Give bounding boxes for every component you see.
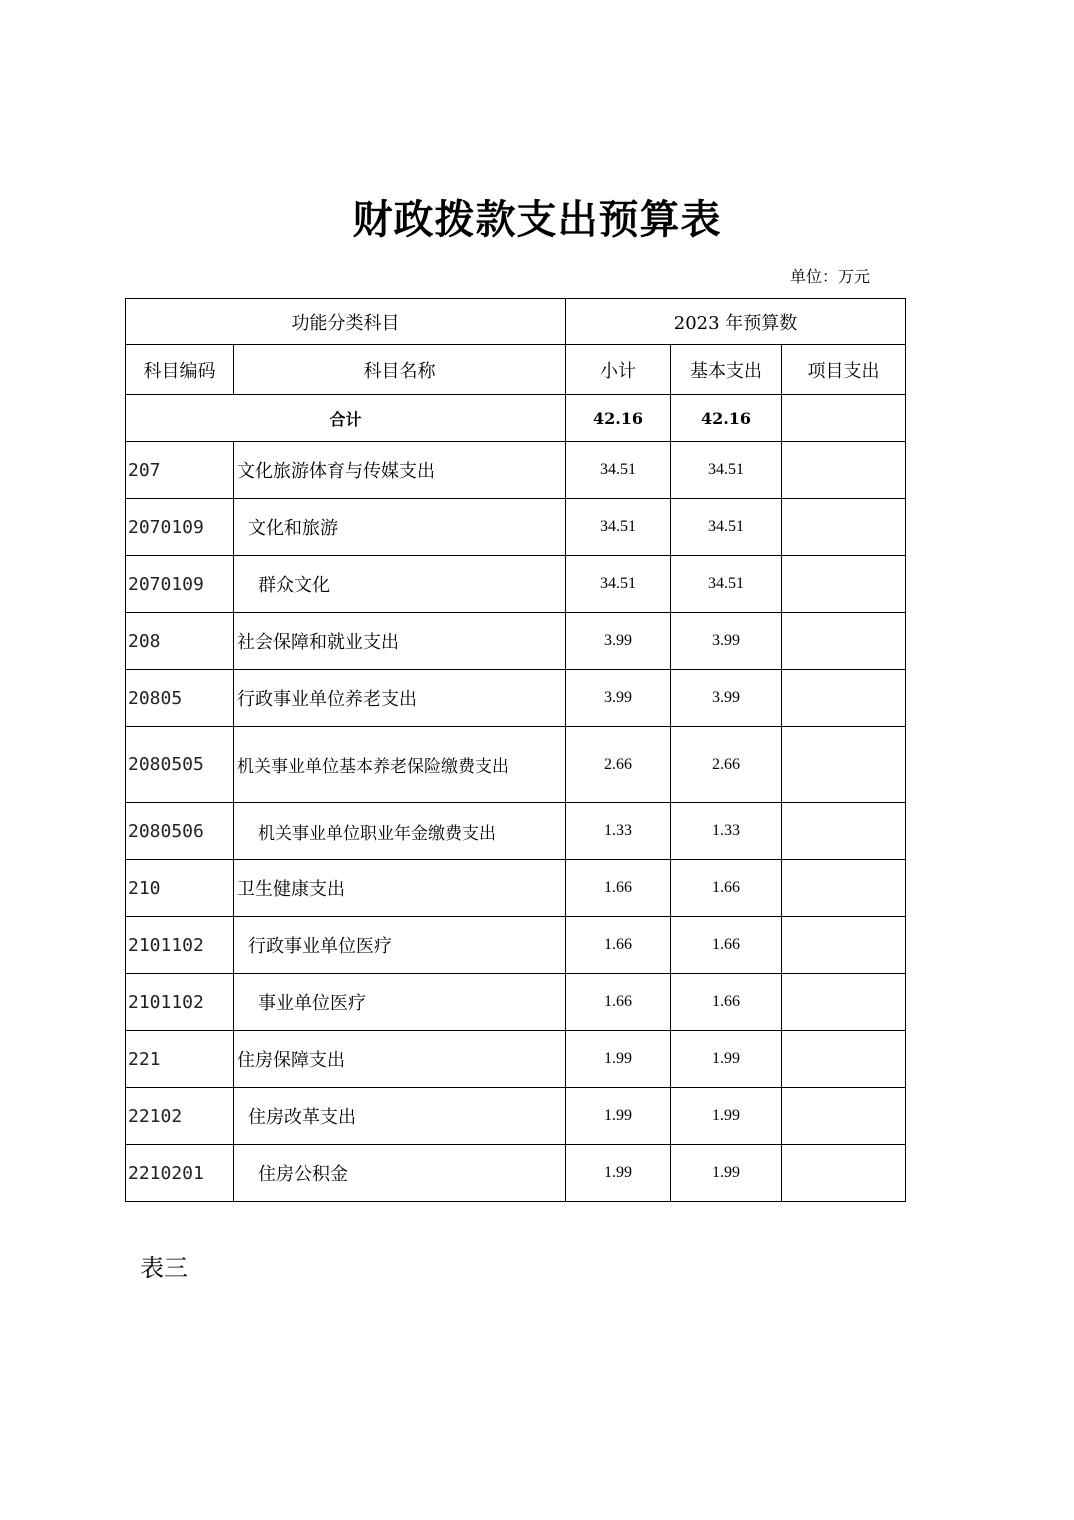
table-row — [126, 803, 906, 860]
row-code: 2210201 — [126, 1145, 234, 1202]
row-project — [782, 613, 906, 670]
page-title: 财政拨款支出预算表 — [352, 196, 722, 243]
unit-label: 单位：万元 — [790, 267, 871, 286]
row-project — [782, 1088, 906, 1145]
row-project — [782, 499, 906, 556]
table-row — [126, 1088, 906, 1145]
row-name: 行政事业单位医疗 — [234, 917, 566, 974]
row-project — [782, 860, 906, 917]
row-name: 行政事业单位养老支出 — [234, 670, 566, 727]
row-subtotal: 1.99 — [566, 1031, 671, 1088]
row-basic: 1.99 — [671, 1031, 782, 1088]
row-name: 卫生健康支出 — [234, 860, 566, 917]
row-code: 2101102 — [126, 974, 234, 1031]
row-project — [782, 974, 906, 1031]
row-name: 群众文化 — [234, 556, 566, 613]
table-row — [126, 860, 906, 917]
row-code: 20805 — [126, 670, 234, 727]
total-row — [126, 395, 906, 442]
total-project — [782, 395, 906, 442]
row-name: 社会保障和就业支出 — [234, 613, 566, 670]
row-project — [782, 917, 906, 974]
row-subtotal: 34.51 — [566, 499, 671, 556]
header-subtotal: 小计 — [566, 345, 671, 395]
table-row — [126, 1031, 906, 1088]
row-subtotal: 1.99 — [566, 1145, 671, 1202]
row-name: 事业单位医疗 — [234, 974, 566, 1031]
row-subtotal: 1.33 — [566, 803, 671, 860]
table-row — [126, 556, 906, 613]
table-row — [126, 613, 906, 670]
row-project — [782, 556, 906, 613]
row-basic: 3.99 — [671, 670, 782, 727]
table-row — [126, 499, 906, 556]
row-subtotal: 1.66 — [566, 860, 671, 917]
row-code: 22102 — [126, 1088, 234, 1145]
row-project — [782, 727, 906, 803]
row-subtotal: 34.51 — [566, 442, 671, 499]
header-project: 项目支出 — [782, 345, 906, 395]
row-project — [782, 1145, 906, 1202]
row-subtotal: 1.66 — [566, 917, 671, 974]
row-subtotal: 1.99 — [566, 1088, 671, 1145]
header-name: 科目名称 — [234, 345, 566, 395]
row-subtotal: 3.99 — [566, 670, 671, 727]
row-name: 文化旅游体育与传媒支出 — [234, 442, 566, 499]
row-code: 2101102 — [126, 917, 234, 974]
row-basic: 34.51 — [671, 556, 782, 613]
total-subtotal: 42.16 — [566, 395, 671, 442]
row-basic: 1.99 — [671, 1145, 782, 1202]
row-subtotal: 34.51 — [566, 556, 671, 613]
table-row — [126, 974, 906, 1031]
table-number-label: 表三 — [140, 1254, 188, 1282]
table-row — [126, 442, 906, 499]
row-code: 221 — [126, 1031, 234, 1088]
header-functional-classification: 功能分类科目 — [126, 299, 566, 345]
header-column-row — [126, 345, 906, 395]
row-code: 2080505 — [126, 727, 234, 803]
row-code: 2070109 — [126, 499, 234, 556]
header-group-row — [126, 299, 906, 345]
total-basic: 42.16 — [671, 395, 782, 442]
table-row — [126, 1145, 906, 1202]
row-code: 210 — [126, 860, 234, 917]
row-code: 207 — [126, 442, 234, 499]
row-subtotal: 3.99 — [566, 613, 671, 670]
total-label: 合计 — [126, 395, 566, 442]
row-subtotal: 2.66 — [566, 727, 671, 803]
row-project — [782, 803, 906, 860]
row-basic: 1.33 — [671, 803, 782, 860]
row-project — [782, 1031, 906, 1088]
header-code: 科目编码 — [126, 345, 234, 395]
row-name: 住房改革支出 — [234, 1088, 566, 1145]
row-subtotal: 1.66 — [566, 974, 671, 1031]
row-basic: 1.99 — [671, 1088, 782, 1145]
row-basic: 1.66 — [671, 860, 782, 917]
table-row — [126, 670, 906, 727]
row-basic: 2.66 — [671, 727, 782, 803]
row-code: 2070109 — [126, 556, 234, 613]
row-name: 住房保障支出 — [234, 1031, 566, 1088]
table-row — [126, 917, 906, 974]
row-basic: 3.99 — [671, 613, 782, 670]
row-project — [782, 670, 906, 727]
row-name: 文化和旅游 — [234, 499, 566, 556]
row-code: 208 — [126, 613, 234, 670]
row-name: 住房公积金 — [234, 1145, 566, 1202]
header-basic: 基本支出 — [671, 345, 782, 395]
row-basic: 1.66 — [671, 917, 782, 974]
row-basic: 34.51 — [671, 499, 782, 556]
header-budget-year: 2023 年预算数 — [566, 299, 906, 345]
row-code: 2080506 — [126, 803, 234, 860]
row-project — [782, 442, 906, 499]
table-row — [126, 727, 906, 803]
row-name: 机关事业单位职业年金缴费支出 — [234, 803, 566, 860]
row-basic: 1.66 — [671, 974, 782, 1031]
row-name: 机关事业单位基本养老保险缴费支出 — [234, 727, 566, 803]
budget-table — [125, 298, 906, 1202]
row-basic: 34.51 — [671, 442, 782, 499]
